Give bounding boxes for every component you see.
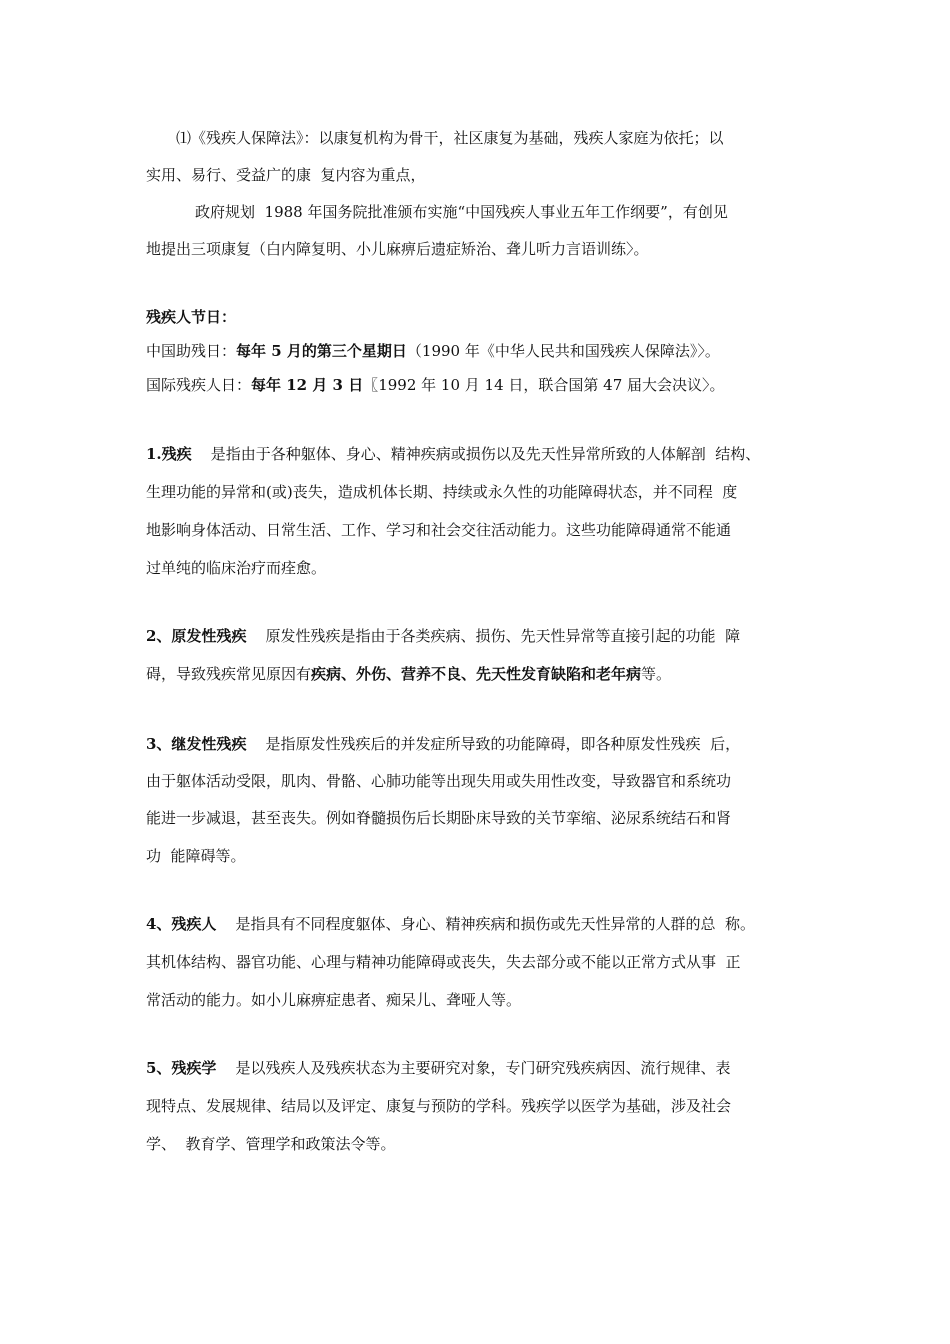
def2-line-1 (146, 626, 740, 646)
def3-line-2: 由于躯体活动受限，肌肉、骨骼、心肺功能等出现失用或失用性改变，导致器官和系统功 (146, 772, 732, 790)
intl-day-line (146, 375, 725, 395)
def2-line-2 (146, 664, 671, 684)
def1-line-2: 生理功能的异常和(或)丧失，造成机体长期、持续或永久性的功能障碍状态，并不同程 度 (146, 483, 738, 501)
def5-text: 是以残疾人及残疾状态为主要研究对象，专门研究残疾病因、流行规律、表 (216, 1059, 731, 1077)
def2-text-a: 碍，导致残疾常见原因有 (146, 665, 312, 683)
intro-line-3: 政府规划 1988 年国务院批准颁布实施“中国残疾人事业五年工作纲要”，有创见 (195, 203, 728, 221)
intl-day-note: 〖1992 年 10 月 14 日，联合国第 47 届大会决议〉。 (363, 376, 725, 394)
def1-text: 是指由于各种躯体、身心、精神疾病或损伤以及先天性异常所致的人体解剖 结构、 (191, 445, 761, 463)
def4-term: 4、残疾人 (146, 915, 217, 933)
def3-line-4: 功 能障碍等。 (146, 847, 246, 865)
def1-line-4: 过单纯的临床治疗而痊愈。 (146, 559, 327, 577)
holidays-heading: 残疾人节日： (146, 308, 237, 326)
def4-line-3: 常活动的能力。如小儿麻痹症患者、痴呆儿、聋哑人等。 (146, 991, 522, 1009)
def5-line-2: 现特点、发展规律、结局以及评定、康复与预防的学科。残疾学以医学为基础，涉及社会 (146, 1097, 732, 1115)
def3-line-1 (146, 734, 740, 754)
def2-term: 2、原发性残疾 (146, 627, 247, 645)
def5-line-1 (146, 1058, 731, 1078)
help-day-line (146, 341, 720, 361)
def1-line-3: 地影响身体活动、日常生活、工作、学习和社会交往活动能力。这些功能障碍通常不能通 (146, 521, 732, 539)
intro-line-4: 地提出三项康复（白内障复明、小儿麻痹后遗症矫治、聋儿听力言语训练〉。 (146, 240, 649, 258)
intl-day-date: 每年 12 月 3 日 (251, 376, 364, 394)
def3-term: 3、继发性残疾 (146, 735, 247, 753)
def4-line-1 (146, 914, 755, 934)
intl-day-label: 国际残疾人日： (146, 376, 252, 394)
def4-text: 是指具有不同程度躯体、身心、精神疾病和损伤或先天性异常的人群的总 称。 (216, 915, 756, 933)
def2-text: 原发性残疾是指由于各类疾病、损伤、先天性异常等直接引起的功能 障 (246, 627, 741, 645)
intro-line-2: 实用、易行、受益广的康 复内容为重点， (146, 166, 426, 184)
def2-text-c: 等。 (641, 665, 672, 683)
def1-line-1 (146, 444, 760, 464)
help-day-date: 每年 5 月的第三个星期日 (236, 342, 407, 360)
help-day-label: 中国助残日： (146, 342, 237, 360)
def1-term: 1.残疾 (146, 445, 192, 463)
def3-text: 是指原发性残疾后的并发症所导致的功能障碍，即各种原发性残疾 后， (246, 735, 741, 753)
def5-term: 5、残疾学 (146, 1059, 217, 1077)
intro-line-1: ⑴《残疾人保障法》：以康复机构为骨干，社区康复为基础，残疾人家庭为依托；以 (176, 129, 724, 147)
def4-line-2: 其机体结构、器官功能、心理与精神功能障碍或丧失，失去部分或不能以正常方式从事 正 (146, 953, 741, 971)
def3-line-3: 能进一步减退，甚至丧失。例如脊髓损伤后长期卧床导致的关节挛缩、泌尿系统结石和肾 (146, 809, 732, 827)
def2-causes: 疾病、外伤、营养不良、先天性发育缺陷和老年病 (311, 665, 642, 683)
help-day-note: （1990 年《中华人民共和国残疾人保障法》〉。 (406, 342, 720, 360)
def5-line-3: 学、 教育学、管理学和政策法令等。 (146, 1135, 396, 1153)
